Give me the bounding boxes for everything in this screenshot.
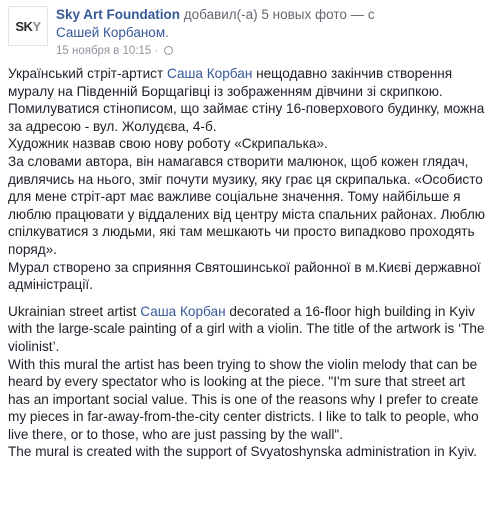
post-paragraph: Художник назвав свою нову роботу «Скрипалька». bbox=[8, 136, 328, 152]
post-timestamp[interactable]: 15 ноября в 10:15 · bbox=[56, 45, 159, 57]
post-meta bbox=[56, 6, 486, 59]
post-paragraph: Ukrainian street artist Саша Корбан decorated a 16-floor high building in Kyiv with the large-scale painting of a girl with a violin. The title of the artwork is ‘The violinist’. bbox=[8, 303, 485, 354]
sky-logo: S K Y bbox=[15, 18, 41, 34]
avatar[interactable] bbox=[8, 6, 48, 46]
artist-link[interactable]: Саша Корбан bbox=[140, 303, 226, 319]
post-paragraph: The mural is created with the support of Svyatoshynska administration in Kyiv. bbox=[8, 444, 477, 460]
post-paragraph: With this mural the artist has been trying to show the violin melody that can be heard by every spectator who is looking at the piece. "I'm sure that street art has an important social value. This is one of the reasons why I prefer to create my pieces in far-away-from-the-city center districts. I like to talk to people, who live there, or to those, who are just passing by the wall". bbox=[8, 356, 479, 442]
tagged-person-link[interactable]: Сашей Корбаном bbox=[56, 25, 166, 40]
post-header bbox=[8, 6, 486, 58]
post-paragraph: Мурал створено за сприяння Святошинської районної в м.Києві державної адміністрації. bbox=[8, 259, 481, 293]
globe-icon bbox=[164, 46, 173, 55]
post-paragraph: За словами автора, він намагався створити малюнок, щоб кожен глядач, дивлячись на нього, зміг почути музику, яку грає ця скрипалька. «Особисто для мене стріт-арт має важливе соціальне значення. Тому найбільше я люблю працювати у віддалених від центру міста спальних районах. Люблю спілкуватися з людьми, які там мешкають чи просто випадково проходять поряд». bbox=[8, 153, 485, 257]
post-paragraph: Український стріт-артист Саша Корбан нещодавно закінчив створення муралу на Південній Борщагівці із зображенням дівчини зі скрипкою. Помилуватися стінописом, що займає стіну 16-поверхового будинку, можна за адресою - вул. Жолудєва, 4-б. bbox=[8, 66, 485, 134]
tagged-suffix: . bbox=[165, 25, 169, 40]
post-body bbox=[8, 65, 486, 461]
author-link[interactable]: Sky Art Foundation bbox=[56, 7, 180, 22]
post-action-text: добавил(-а) 5 новых фото — с bbox=[183, 7, 375, 22]
artist-link[interactable]: Саша Корбан bbox=[166, 66, 253, 81]
